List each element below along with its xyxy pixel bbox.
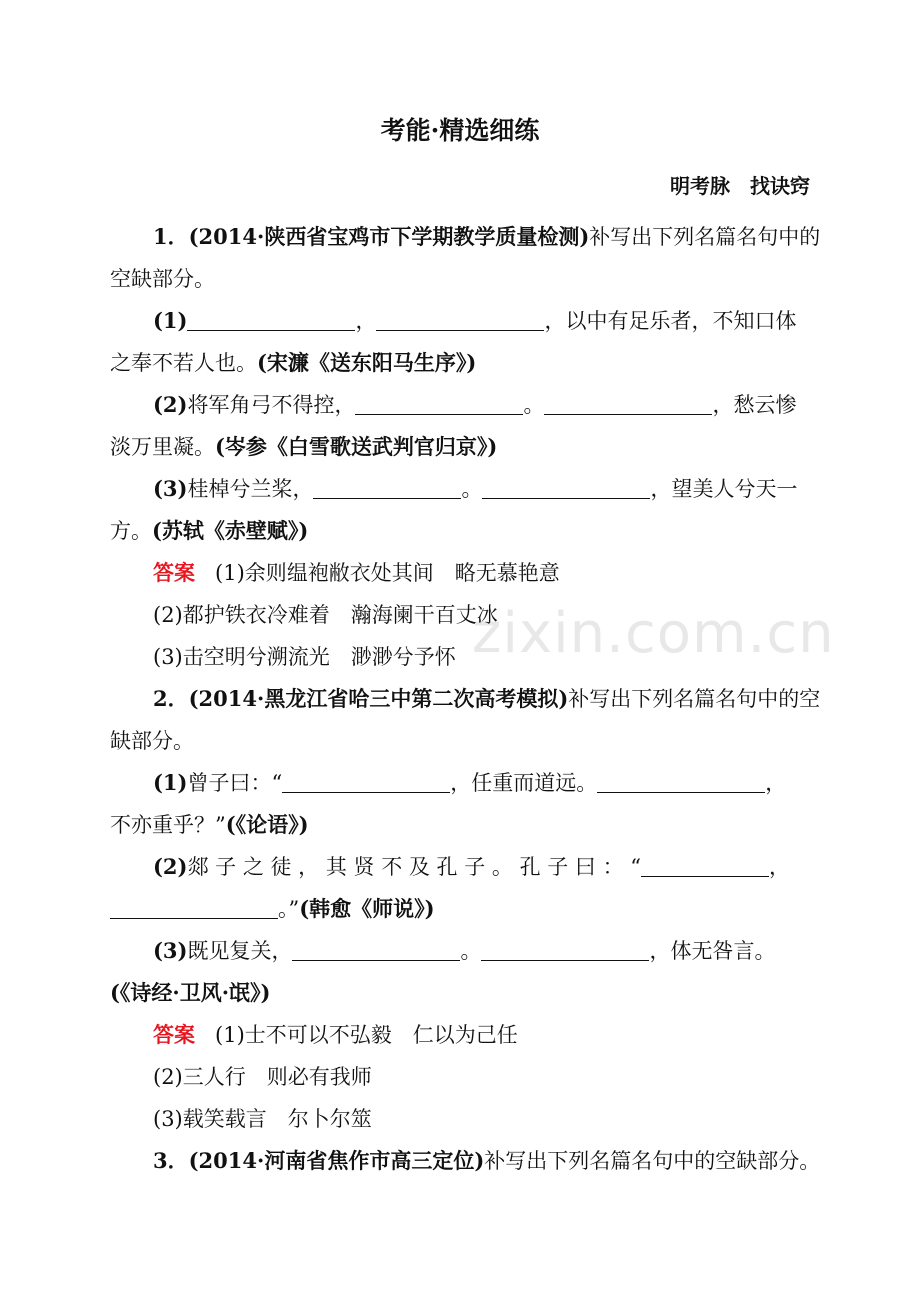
q2-item3-text2: ，体无咎言。 <box>649 939 776 963</box>
q2-item1-end: ， <box>765 771 787 795</box>
blank-line <box>376 310 544 331</box>
q2-item2-text1: 郯 子 之 徒 ， 其 贤 不 及 孔 子 。 孔 子 曰 ： “ <box>187 855 642 879</box>
q1-item3-cont <box>110 516 812 546</box>
q2-item1 <box>153 768 812 798</box>
q2-item2-cont-text: 。” <box>278 897 300 921</box>
q1-item1-text: ，以中有足乐者，不知口体 <box>544 309 797 333</box>
q1-item3-text1: 桂棹兮兰桨， <box>187 477 314 501</box>
q1-item1-label: (1) <box>153 308 188 333</box>
q2-item1-sep: ，任重而道远。 <box>450 771 598 795</box>
q2-source: (2014·黑龙江省哈三中第二次高考模拟) <box>188 686 569 711</box>
q3-source: (2014·河南省焦作市高三定位) <box>188 1148 485 1173</box>
q2-prompt-text: 补写出下列名篇名句中的空 <box>568 687 821 711</box>
q1-item2-sep: 。 <box>523 393 545 417</box>
q1-answer1-text: (1)余则缊袍敝衣处其间 略无慕艳意 <box>215 561 560 585</box>
q3-prompt <box>153 1146 821 1176</box>
watermark: zixin.com.cn <box>472 601 835 666</box>
q1-item2-cont <box>110 432 812 462</box>
q2-item3-sep: 。 <box>460 939 482 963</box>
q2-answer1 <box>153 1020 812 1050</box>
q2-answer-label: 答案 <box>153 1022 195 1047</box>
q2-item3-text1: 既见复关， <box>187 939 293 963</box>
q2-item3-source: (《诗经·卫风·氓》) <box>110 980 271 1005</box>
q2-item1-text1: 曾子曰：“ <box>187 771 283 795</box>
blank-line <box>641 856 769 877</box>
q2-answer2: (2)三人行 则必有我师 <box>153 1065 372 1089</box>
q1-item2-text2: ，愁云惨 <box>712 393 797 417</box>
q1-item1-cont <box>110 348 812 378</box>
q3-number: 3． <box>153 1148 189 1173</box>
q2-answer1-text: (1)士不可以不弘毅 仁以为己任 <box>215 1023 518 1047</box>
q2-number: 2． <box>153 686 189 711</box>
q1-item1-sep: ， <box>355 309 377 333</box>
q1-item3 <box>153 474 812 504</box>
blank-line <box>282 772 450 793</box>
page-title: 考能·精选细练 <box>380 116 540 145</box>
blank-line <box>482 478 650 499</box>
q2-item1-cont-text: 不亦重乎？” <box>110 813 226 837</box>
q1-item2-source: (岑参《白雪歌送武判官归京》) <box>215 434 498 459</box>
blank-line <box>481 940 649 961</box>
q1-item1-cont-text: 之奉不若人也。 <box>110 351 257 375</box>
blank-line <box>544 394 712 415</box>
q1-prompt-cont: 空缺部分。 <box>110 267 215 291</box>
q1-prompt-text: 补写出下列名篇名句中的 <box>589 225 821 249</box>
q1-item2-text1: 将军角弓不得控， <box>187 393 356 417</box>
q1-item3-text2: ，望美人兮天一 <box>650 477 798 501</box>
q2-item2-label: (2) <box>153 854 188 879</box>
q2-item3 <box>153 936 812 966</box>
q1-item3-sep: 。 <box>461 477 483 501</box>
blank-line <box>313 478 461 499</box>
q1-number: 1． <box>153 224 189 249</box>
blank-line <box>292 940 460 961</box>
q2-item3-label: (3) <box>153 938 188 963</box>
q2-item2 <box>153 852 812 882</box>
q2-answer3: (3)载笑载言 尔卜尔筮 <box>153 1107 372 1131</box>
q1-item1-source: (宋濂《送东阳马生序》) <box>257 350 477 375</box>
q2-item1-source: (《论语》) <box>225 812 309 837</box>
q1-answer3: (3)击空明兮溯流光 渺渺兮予怀 <box>153 645 456 669</box>
q1-item1 <box>153 306 812 336</box>
blank-line <box>597 772 765 793</box>
q2-item2-source: (韩愈《师说》) <box>299 896 435 921</box>
q2-item2-cont <box>110 894 812 924</box>
blank-line <box>110 898 278 919</box>
q1-answer1 <box>153 558 812 588</box>
q1-answer2: (2)都护铁衣冷难着 瀚海阑干百丈冰 <box>153 603 498 627</box>
q1-item2-cont-text: 淡万里凝。 <box>110 435 215 459</box>
section-header: 明考脉 找诀窍 <box>670 174 810 198</box>
q3-prompt-text: 补写出下列名篇名句中的空缺部分。 <box>484 1149 821 1173</box>
q1-prompt <box>153 222 821 252</box>
q1-answer-label: 答案 <box>153 560 195 585</box>
q2-item1-label: (1) <box>153 770 188 795</box>
q1-item3-cont-text: 方。 <box>110 519 152 543</box>
q2-prompt <box>153 684 821 714</box>
q1-item2 <box>153 390 812 420</box>
q1-source: (2014·陕西省宝鸡市下学期教学质量检测) <box>188 224 590 249</box>
q1-item3-label: (3) <box>153 476 188 501</box>
q2-item2-end: ， <box>769 855 791 879</box>
q2-item1-cont <box>110 810 812 840</box>
q2-prompt-cont: 缺部分。 <box>110 729 194 753</box>
blank-line <box>355 394 523 415</box>
q1-item3-source: (苏轼《赤壁赋》) <box>152 518 309 543</box>
blank-line <box>187 310 355 331</box>
q1-item2-label: (2) <box>153 392 188 417</box>
